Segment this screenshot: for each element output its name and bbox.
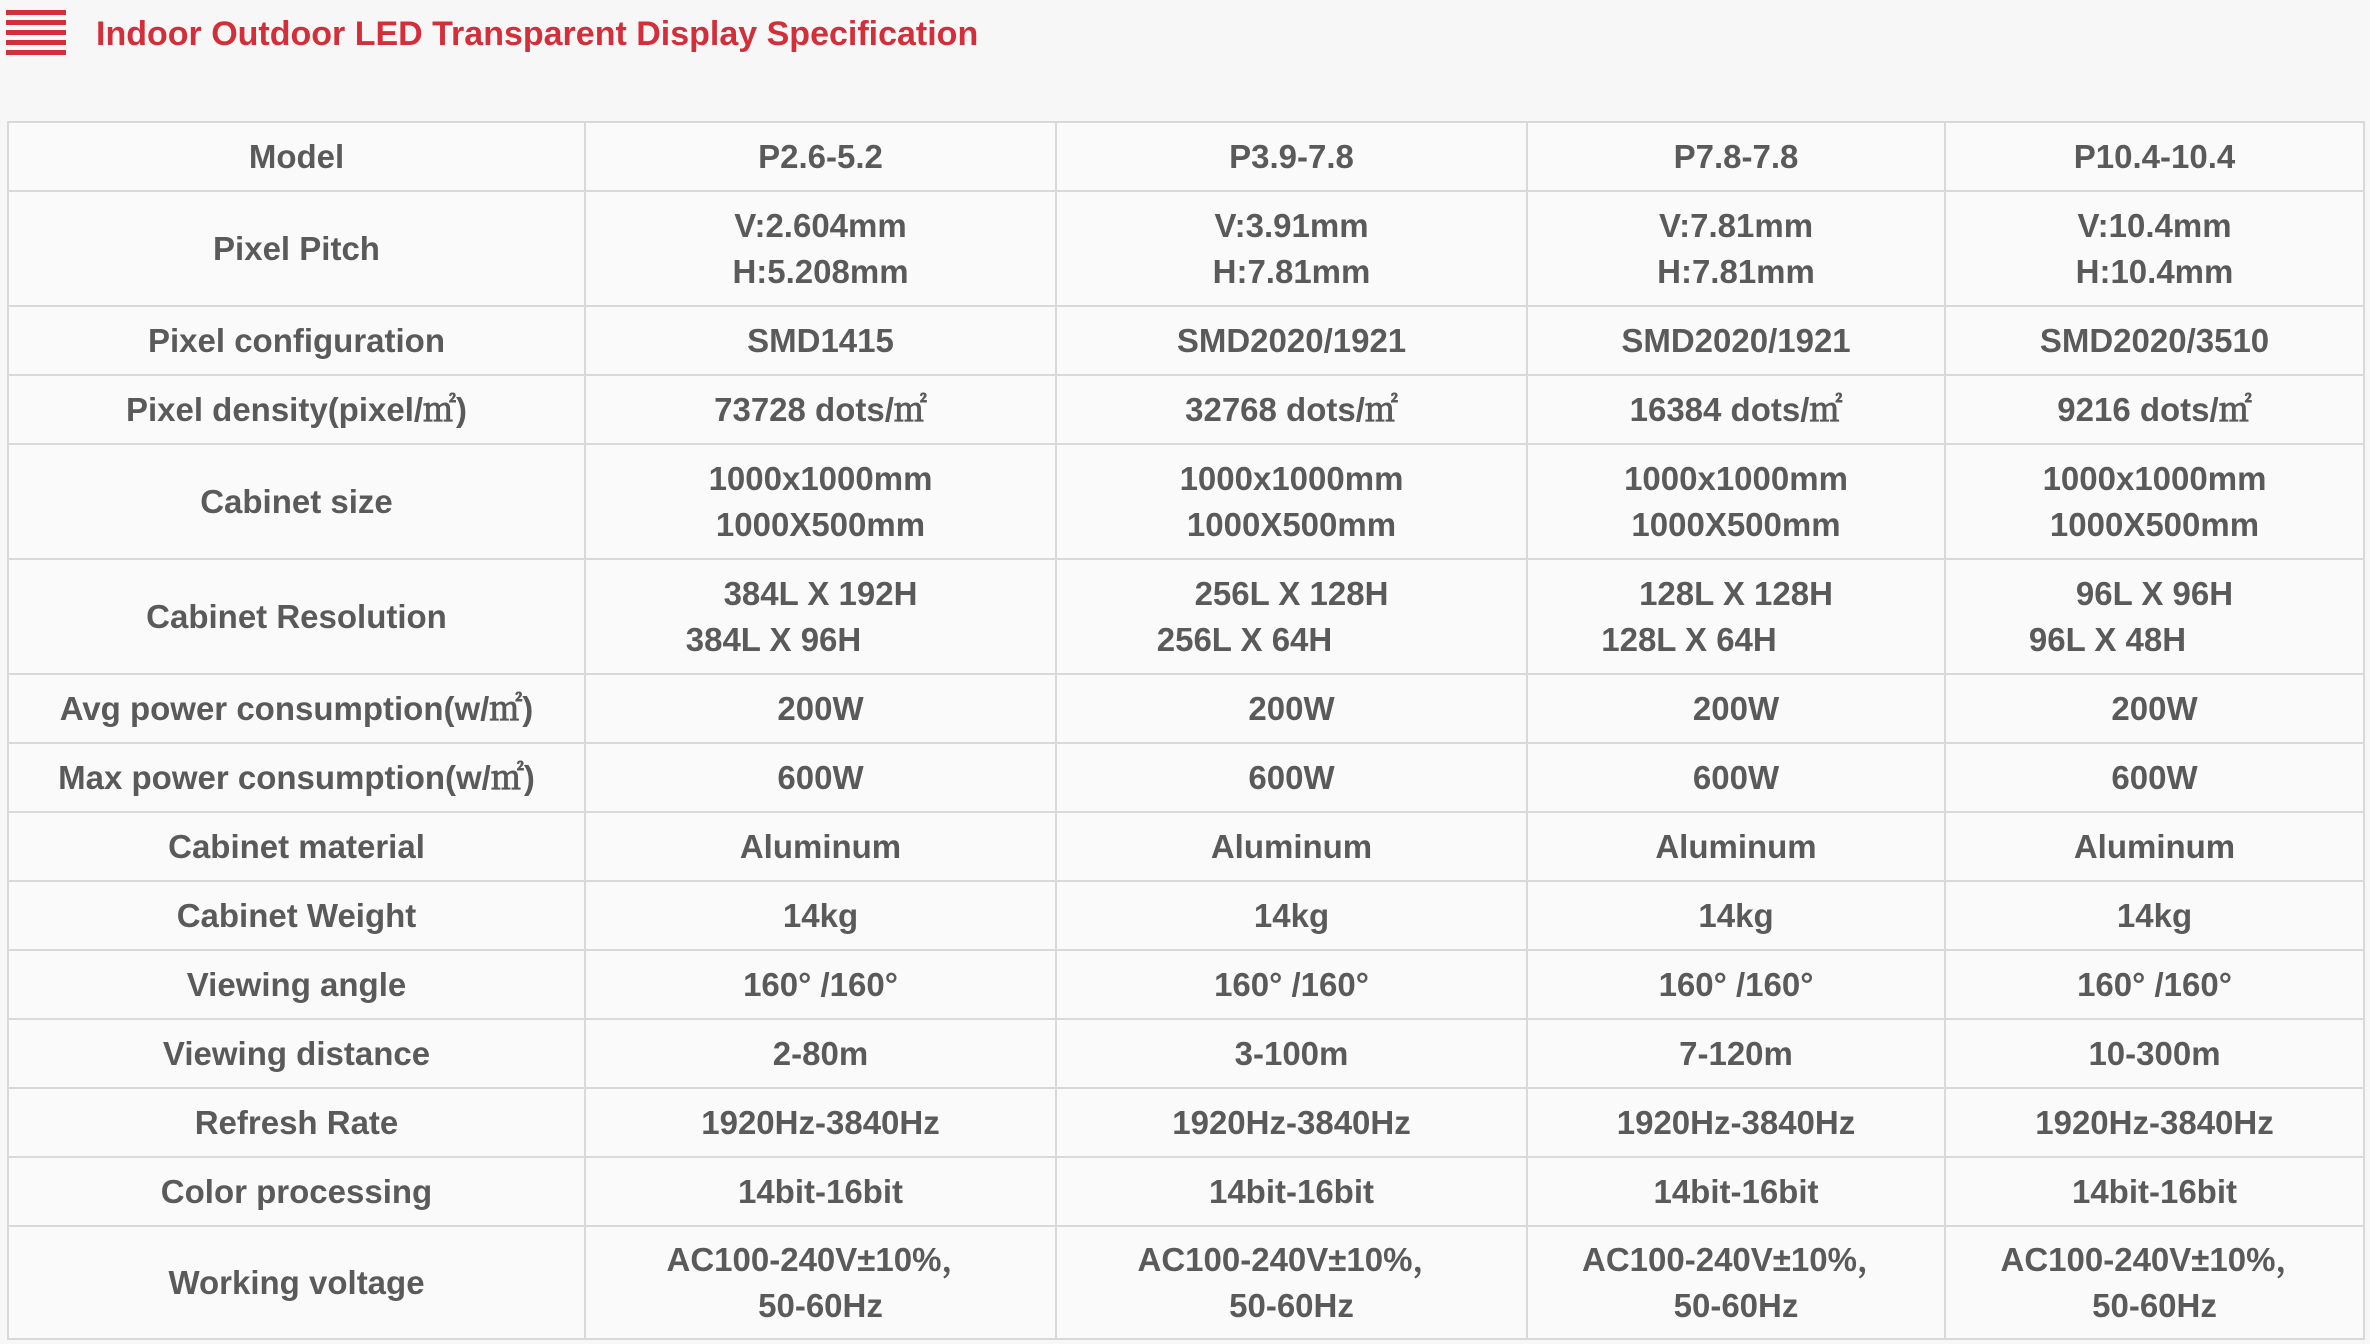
row-label: Cabinet Resolution	[8, 559, 585, 674]
spec-value-line: 128L X 128H	[1639, 574, 1833, 612]
spec-value-cell: 14bit-16bit	[1527, 1157, 1945, 1226]
header-cell-model-name: P10.4-10.4	[1945, 122, 2364, 191]
spec-value-cell	[1527, 559, 1945, 674]
spec-value-cell: 600W	[585, 743, 1056, 812]
spec-value-cell	[1945, 191, 2364, 306]
spec-value-cell: 14bit-16bit	[1056, 1157, 1527, 1226]
row-label: Viewing angle	[8, 950, 585, 1019]
spec-value-line: V:3.91mm	[1214, 206, 1369, 244]
spec-value-line: 96L X 96H	[2075, 574, 2234, 612]
row-label: Refresh Rate	[8, 1088, 585, 1157]
spec-value-line: 50-60Hz	[758, 1286, 883, 1324]
spec-value-line: 256L X 64H	[1156, 620, 1333, 658]
spec-value-cell: 200W	[585, 674, 1056, 743]
spec-value-cell: 160° /160°	[1527, 950, 1945, 1019]
row-label: Working voltage	[8, 1226, 585, 1339]
spec-value-cell: 200W	[1527, 674, 1945, 743]
spec-value-line: 50-60Hz	[1229, 1286, 1354, 1324]
header-cell-model-name: P2.6-5.2	[585, 122, 1056, 191]
spec-value-cell: 160° /160°	[1945, 950, 2364, 1019]
spec-value-cell: 14kg	[1945, 881, 2364, 950]
spec-value-cell: 1920Hz-3840Hz	[1527, 1088, 1945, 1157]
row-label: Color processing	[8, 1157, 585, 1226]
spec-value-line: 1000X500mm	[1631, 505, 1841, 543]
spec-value-cell	[1056, 1226, 1527, 1339]
spec-value-line: V:10.4mm	[2077, 206, 2232, 244]
table-row	[8, 375, 2364, 444]
spec-value-cell: 160° /160°	[585, 950, 1056, 1019]
table-row	[8, 1088, 2364, 1157]
spec-value-line: H:5.208mm	[732, 252, 909, 290]
spec-value-line: 50-60Hz	[2092, 1286, 2217, 1324]
spec-value-line: AC100-240V±10%，	[666, 1240, 975, 1278]
table-row	[8, 881, 2364, 950]
spec-value-cell: Aluminum	[1945, 812, 2364, 881]
table-row	[8, 1157, 2364, 1226]
spec-value-line: 1000x1000mm	[1179, 459, 1404, 497]
spec-value-cell: 2-80m	[585, 1019, 1056, 1088]
spec-value-line: H:10.4mm	[2075, 252, 2234, 290]
spec-value-cell: 9216 dots/㎡	[1945, 375, 2364, 444]
spec-value-cell: 3-100m	[1056, 1019, 1527, 1088]
spec-value-line: 1000x1000mm	[1624, 459, 1848, 497]
spec-value-line: H:7.81mm	[1657, 252, 1815, 290]
spec-value-cell	[1527, 444, 1945, 559]
spec-value-cell: SMD2020/1921	[1056, 306, 1527, 375]
spec-value-cell: Aluminum	[585, 812, 1056, 881]
spec-value-cell: 200W	[1945, 674, 2364, 743]
spec-value-cell	[585, 1226, 1056, 1339]
spec-value-cell: 73728 dots/㎡	[585, 375, 1056, 444]
table-row	[8, 444, 2364, 559]
spec-value-cell: 16384 dots/㎡	[1527, 375, 1945, 444]
spec-value-line: 1000x1000mm	[2042, 459, 2267, 497]
spec-value-line: 384L X 192H	[723, 574, 918, 612]
spec-value-cell	[1056, 191, 1527, 306]
spec-value-line: V:7.81mm	[1658, 206, 1814, 244]
spec-value-cell	[585, 191, 1056, 306]
spec-value-line: 384L X 96H	[685, 620, 862, 658]
hamburger-menu-icon[interactable]	[6, 10, 66, 56]
spec-value-line: 128L X 64H	[1601, 620, 1777, 658]
header-cell-model-name: P3.9-7.8	[1056, 122, 1527, 191]
spec-value-cell	[1945, 559, 2364, 674]
spec-table	[7, 121, 2365, 1340]
page-header	[0, 0, 2370, 70]
table-row	[8, 559, 2364, 674]
spec-value-line: AC100-240V±10%，	[1582, 1240, 1890, 1278]
spec-value-cell	[1527, 1226, 1945, 1339]
table-row	[8, 191, 2364, 306]
row-label: Viewing distance	[8, 1019, 585, 1088]
spec-value-line: 96L X 48H	[2028, 620, 2187, 658]
spec-value-line: AC100-240V±10%，	[1137, 1240, 1446, 1278]
spec-value-line: 1000X500mm	[1186, 505, 1397, 543]
spec-value-cell: 14kg	[1056, 881, 1527, 950]
spec-value-cell: 600W	[1945, 743, 2364, 812]
table-row	[8, 674, 2364, 743]
spec-value-cell: 14bit-16bit	[1945, 1157, 2364, 1226]
spec-value-cell: 600W	[1527, 743, 1945, 812]
table-row	[8, 1019, 2364, 1088]
spec-value-cell: 200W	[1056, 674, 1527, 743]
spec-value-line: 1000x1000mm	[708, 459, 933, 497]
table-row	[8, 306, 2364, 375]
header-cell-model: Model	[8, 122, 585, 191]
spec-value-cell: 1920Hz-3840Hz	[1945, 1088, 2364, 1157]
row-label: Cabinet Weight	[8, 881, 585, 950]
spec-value-cell: 14kg	[585, 881, 1056, 950]
spec-value-cell	[1945, 444, 2364, 559]
spec-value-cell: 32768 dots/㎡	[1056, 375, 1527, 444]
spec-value-line: 256L X 128H	[1194, 574, 1389, 612]
spec-value-cell	[1945, 1226, 2364, 1339]
spec-value-cell	[1056, 444, 1527, 559]
spec-value-line: H:7.81mm	[1212, 252, 1371, 290]
spec-value-cell: 160° /160°	[1056, 950, 1527, 1019]
spec-value-line: 50-60Hz	[1673, 1286, 1799, 1324]
row-label: Pixel configuration	[8, 306, 585, 375]
table-row	[8, 950, 2364, 1019]
spec-value-cell: 10-300m	[1945, 1019, 2364, 1088]
row-label: Cabinet size	[8, 444, 585, 559]
spec-value-cell	[585, 559, 1056, 674]
spec-value-line: V:2.604mm	[734, 206, 907, 244]
table-row	[8, 743, 2364, 812]
spec-value-cell: SMD1415	[585, 306, 1056, 375]
row-label: Max power consumption(w/㎡)	[8, 743, 585, 812]
row-label: Pixel density(pixel/㎡)	[8, 375, 585, 444]
spec-value-cell: Aluminum	[1056, 812, 1527, 881]
row-label: Avg power consumption(w/㎡)	[8, 674, 585, 743]
table-row	[8, 812, 2364, 881]
row-label: Cabinet material	[8, 812, 585, 881]
spec-value-cell	[1527, 191, 1945, 306]
spec-value-cell: 14kg	[1527, 881, 1945, 950]
spec-value-cell: 14bit-16bit	[585, 1157, 1056, 1226]
header-cell-model-name: P7.8-7.8	[1527, 122, 1945, 191]
spec-value-cell	[1056, 559, 1527, 674]
spec-value-cell: 7-120m	[1527, 1019, 1945, 1088]
spec-value-cell: 1920Hz-3840Hz	[1056, 1088, 1527, 1157]
spec-value-line: 1000X500mm	[2049, 505, 2260, 543]
table-header-row	[8, 122, 2364, 191]
spec-value-cell: SMD2020/3510	[1945, 306, 2364, 375]
spec-value-cell: 1920Hz-3840Hz	[585, 1088, 1056, 1157]
spec-value-line: AC100-240V±10%，	[2000, 1240, 2309, 1278]
spec-value-cell: Aluminum	[1527, 812, 1945, 881]
row-label: Pixel Pitch	[8, 191, 585, 306]
spec-value-cell: SMD2020/1921	[1527, 306, 1945, 375]
spec-value-line: 1000X500mm	[715, 505, 926, 543]
table-row	[8, 1226, 2364, 1339]
page-title: Indoor Outdoor LED Transparent Display Specification	[96, 15, 979, 53]
spec-value-cell: 600W	[1056, 743, 1527, 812]
spec-value-cell	[585, 444, 1056, 559]
